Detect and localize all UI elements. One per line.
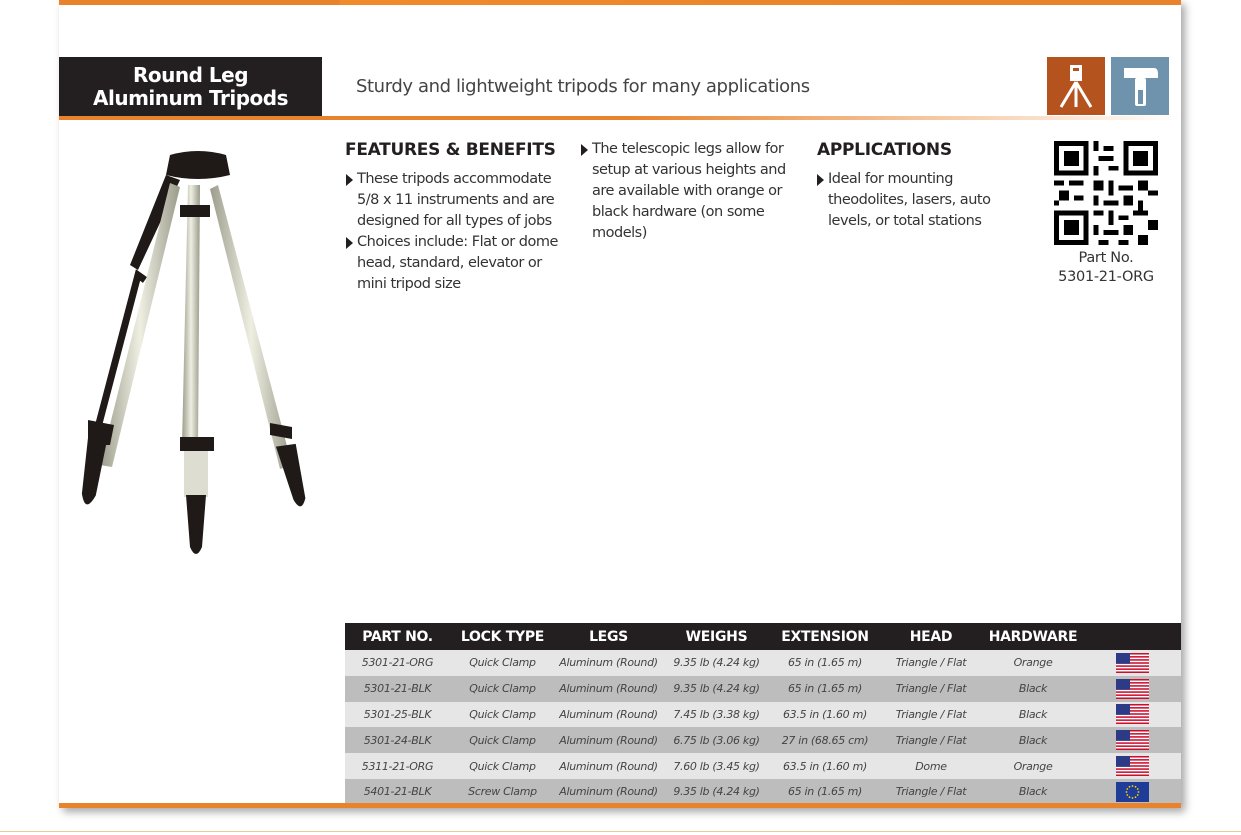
tripod-product-photo <box>70 145 315 565</box>
qr-part-label-line1: Part No. <box>1078 250 1134 266</box>
product-title-line1: Round Leg <box>132 63 249 87</box>
us-flag-icon <box>1116 759 1149 772</box>
cell-head: Triangle / Flat <box>879 650 983 676</box>
cell-legs: Aluminum (Round) <box>555 676 662 702</box>
qr-part-label <box>1040 249 1172 287</box>
applications-list <box>816 169 1028 232</box>
hammer-tool-icon <box>1111 57 1169 115</box>
cell-weighs: 9.35 lb (4.24 kg) <box>662 779 771 805</box>
cell-origin <box>1083 702 1181 728</box>
title-underline-bar <box>59 116 1181 120</box>
qr-code-icon <box>1054 141 1158 245</box>
cell-lock-type: Quick Clamp <box>450 650 555 676</box>
cell-hardware: Black <box>983 676 1083 702</box>
cell-origin <box>1083 727 1181 753</box>
tripod-icon <box>1047 57 1105 115</box>
features-heading: FEATURES & BENEFITS <box>345 140 556 160</box>
cell-extension: 65 in (1.65 m) <box>771 779 879 805</box>
col-origin <box>1083 623 1181 650</box>
cell-head: Triangle / Flat <box>879 779 983 805</box>
applications-item: Ideal for mounting theodolites, lasers, auto levels, or total stations <box>816 169 1028 232</box>
cell-extension: 65 in (1.65 m) <box>771 650 879 676</box>
top-accent-bar <box>59 0 1181 5</box>
features-item: These tripods accommodate 5/8 x 11 instruments and are designed for all types of jobs <box>345 169 560 232</box>
qr-part-number: 5301-21-ORG <box>1058 269 1154 285</box>
us-flag-icon <box>1116 707 1149 720</box>
cell-legs: Aluminum (Round) <box>555 727 662 753</box>
cell-extension: 63.5 in (1.60 m) <box>771 702 879 728</box>
cell-part-no: 5301-21-ORG <box>345 650 450 676</box>
cell-part-no: 5301-21-BLK <box>345 676 450 702</box>
cell-weighs: 7.60 lb (3.45 kg) <box>662 753 771 779</box>
table-row <box>345 650 1181 676</box>
cell-legs: Aluminum (Round) <box>555 779 662 805</box>
cell-lock-type: Screw Clamp <box>450 779 555 805</box>
us-flag-icon <box>1116 656 1149 669</box>
cell-extension: 63.5 in (1.60 m) <box>771 753 879 779</box>
table-row <box>345 702 1181 728</box>
cell-weighs: 7.45 lb (3.38 kg) <box>662 702 771 728</box>
bottom-accent-bar <box>59 803 1181 808</box>
features-item: The telescopic legs allow for setup at various heights and are available with orange or black hardware (on some models) <box>580 139 798 244</box>
col-legs: LEGS <box>555 623 662 650</box>
footer-divider <box>0 831 1241 832</box>
cell-origin <box>1083 779 1181 805</box>
table-row <box>345 753 1181 779</box>
col-hardware: HARDWARE <box>983 623 1083 650</box>
cell-head: Triangle / Flat <box>879 727 983 753</box>
col-part-no: PART NO. <box>345 623 450 650</box>
features-list <box>345 169 560 295</box>
spec-table <box>345 623 1181 805</box>
cell-extension: 27 in (68.65 cm) <box>771 727 879 753</box>
cell-legs: Aluminum (Round) <box>555 753 662 779</box>
cell-origin <box>1083 753 1181 779</box>
us-flag-icon <box>1116 682 1149 695</box>
cell-legs: Aluminum (Round) <box>555 702 662 728</box>
cell-weighs: 9.35 lb (4.24 kg) <box>662 650 771 676</box>
cell-extension: 65 in (1.65 m) <box>771 676 879 702</box>
cell-part-no: 5311-21-ORG <box>345 753 450 779</box>
product-subtitle: Sturdy and lightweight tripods for many applications <box>356 76 810 97</box>
features-item: Choices include: Flat or dome head, standard, elevator or mini tripod size <box>345 232 560 295</box>
cell-legs: Aluminum (Round) <box>555 650 662 676</box>
spec-table-header <box>345 623 1181 650</box>
cell-part-no: 5301-24-BLK <box>345 727 450 753</box>
cell-part-no: 5301-25-BLK <box>345 702 450 728</box>
product-title-line2: Aluminum Tripods <box>93 86 288 110</box>
cell-hardware: Black <box>983 702 1083 728</box>
cell-weighs: 9.35 lb (4.24 kg) <box>662 676 771 702</box>
applications-heading: APPLICATIONS <box>817 140 952 160</box>
cell-lock-type: Quick Clamp <box>450 676 555 702</box>
cell-lock-type: Quick Clamp <box>450 753 555 779</box>
cell-lock-type: Quick Clamp <box>450 702 555 728</box>
cell-hardware: Orange <box>983 753 1083 779</box>
cell-part-no: 5401-21-BLK <box>345 779 450 805</box>
eu-flag-icon <box>1116 785 1149 798</box>
features-list-col2 <box>580 139 798 244</box>
cell-weighs: 6.75 lb (3.06 kg) <box>662 727 771 753</box>
cell-hardware: Black <box>983 727 1083 753</box>
cell-origin <box>1083 676 1181 702</box>
cell-origin <box>1083 650 1181 676</box>
cell-hardware: Orange <box>983 650 1083 676</box>
cell-head: Triangle / Flat <box>879 676 983 702</box>
table-row <box>345 779 1181 805</box>
product-title <box>59 57 322 118</box>
table-row <box>345 727 1181 753</box>
table-row <box>345 676 1181 702</box>
cell-lock-type: Quick Clamp <box>450 727 555 753</box>
col-lock-type: LOCK TYPE <box>450 623 555 650</box>
cell-head: Triangle / Flat <box>879 702 983 728</box>
cell-hardware: Black <box>983 779 1083 805</box>
col-extension: EXTENSION <box>771 623 879 650</box>
col-head: HEAD <box>879 623 983 650</box>
col-weighs: WEIGHS <box>662 623 771 650</box>
us-flag-icon <box>1116 733 1149 746</box>
cell-head: Dome <box>879 753 983 779</box>
